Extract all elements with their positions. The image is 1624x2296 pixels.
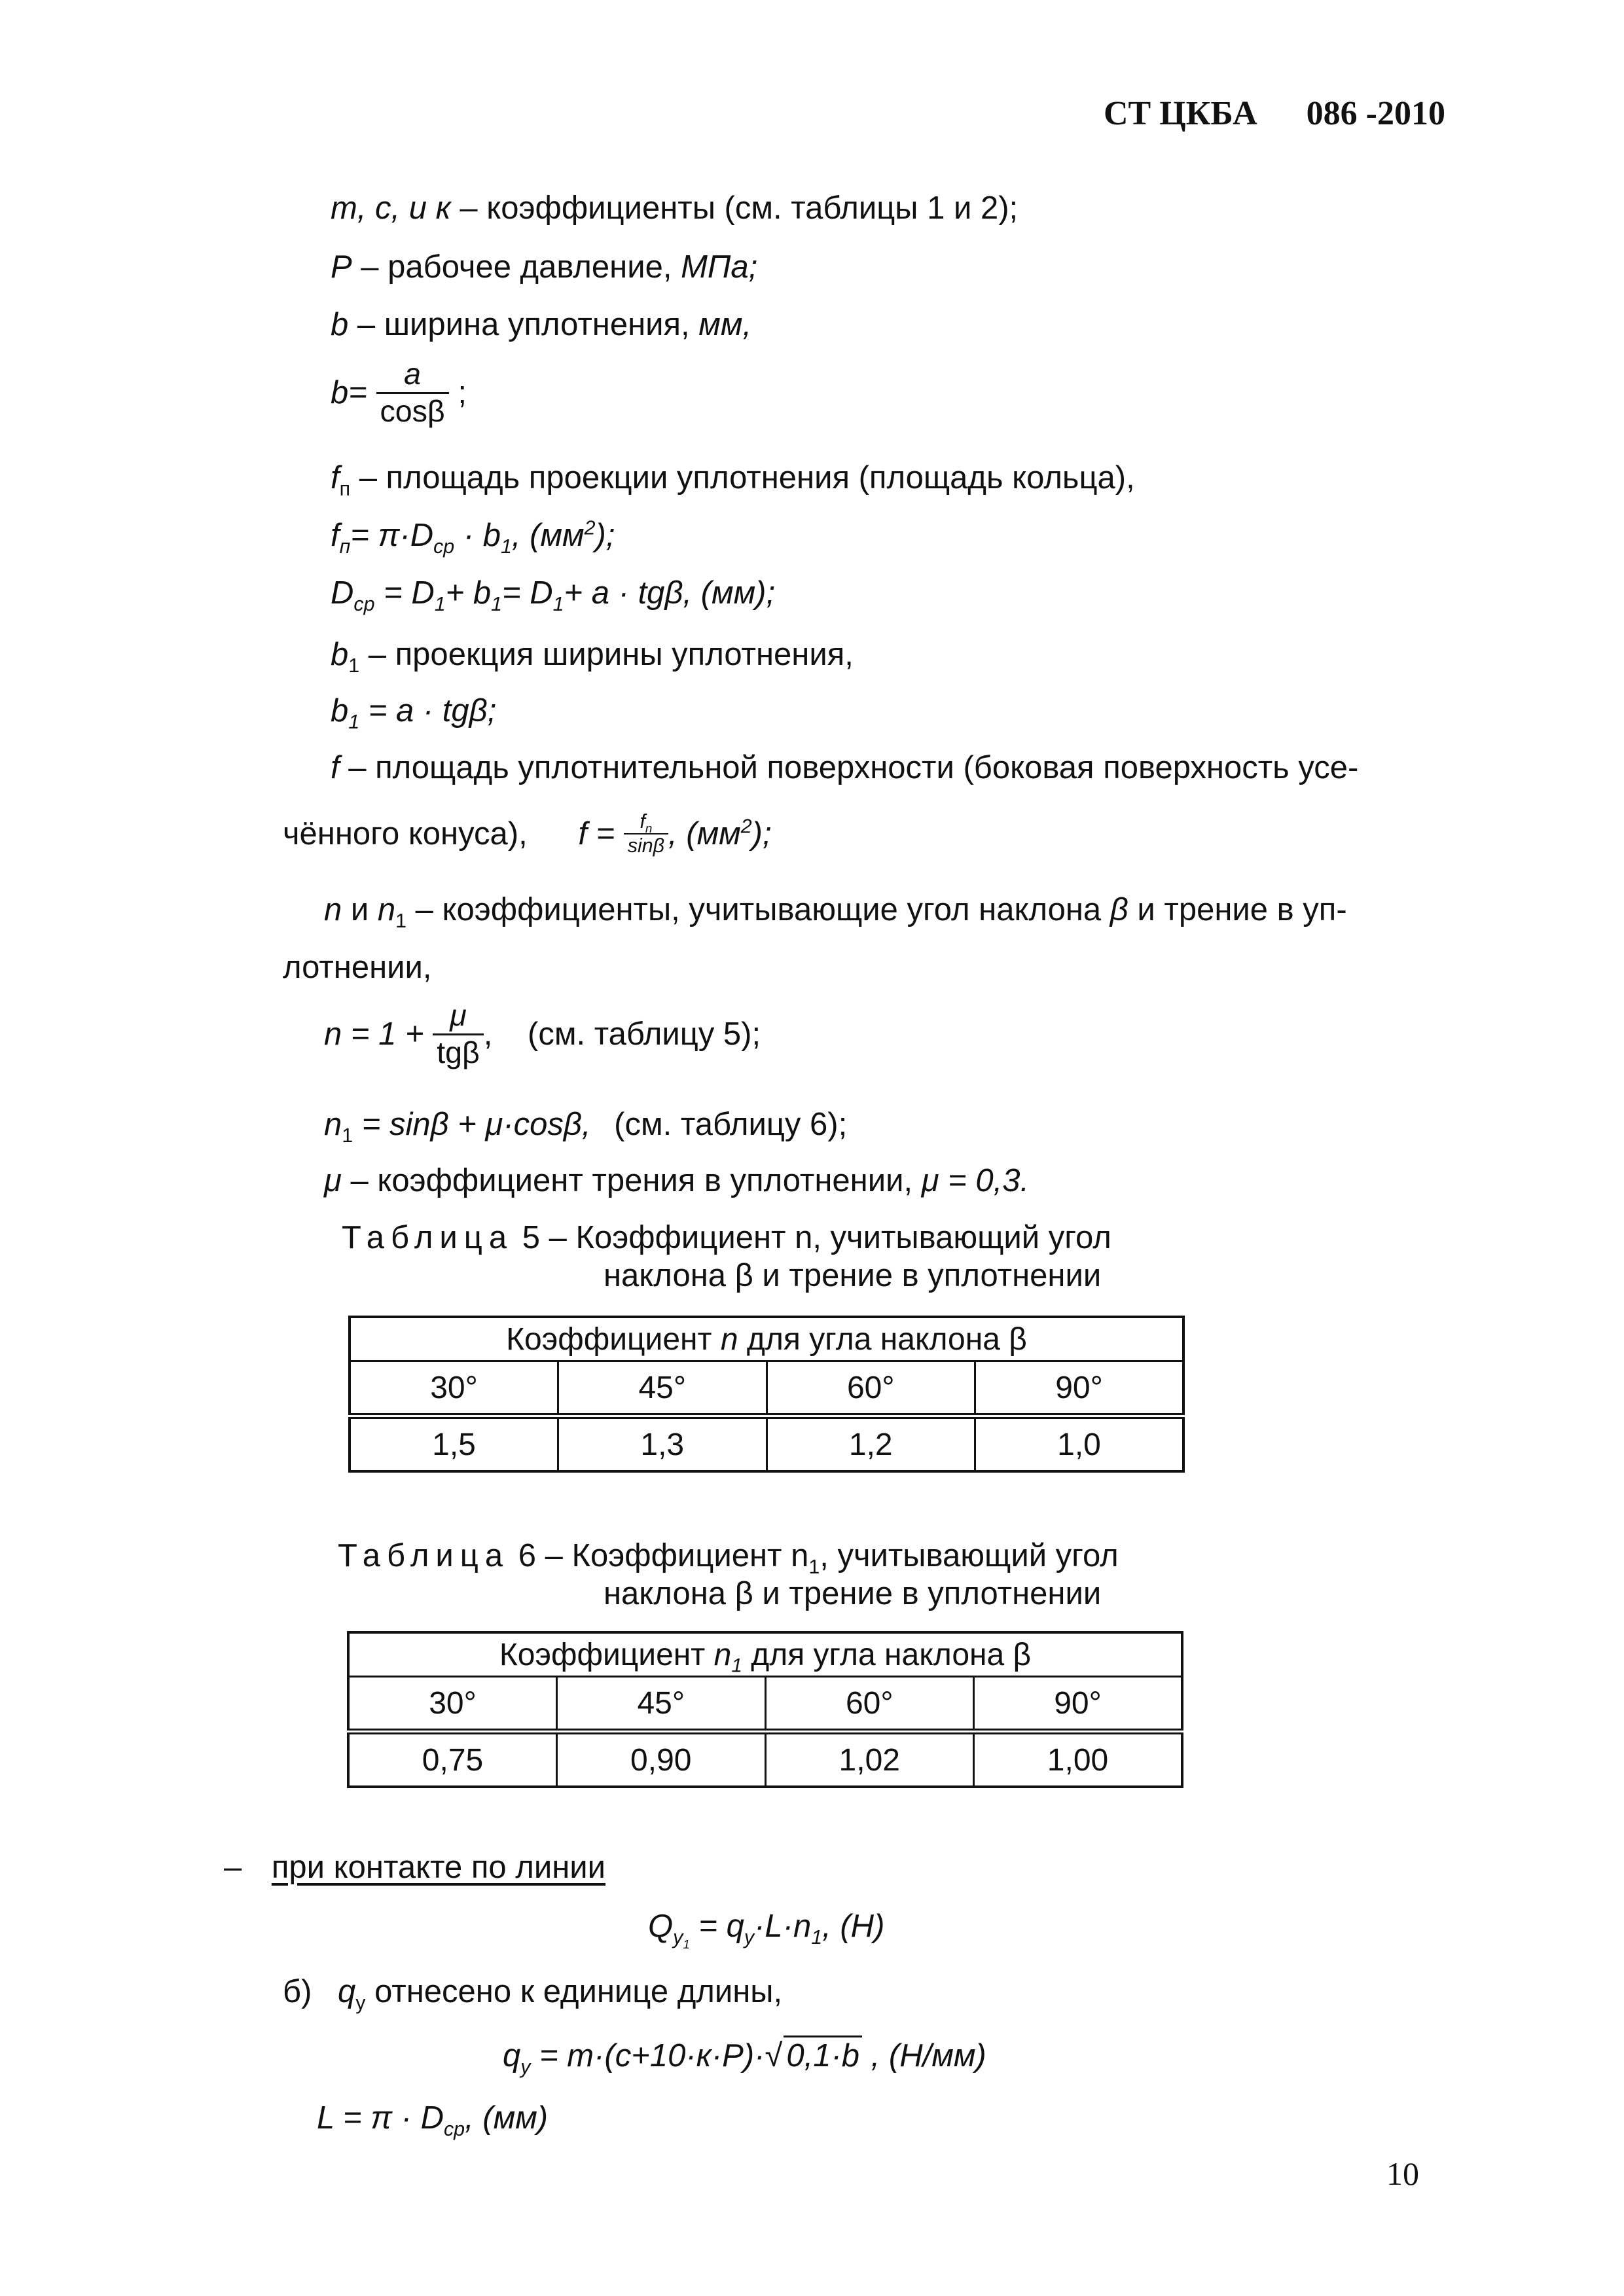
line-unit-length: б) $q_y$ отнесено к единице длины, xyxy=(283,1974,783,2014)
line-projection-area: $f_п$ – площадь проекции уплотнения (площадь кольца), xyxy=(331,460,1135,500)
line-seal-surface: f – площадь уплотнительной поверхности (боковая поверхность усе- xyxy=(331,750,1359,785)
formula-L: $L = \pi \cdot D_{ср}$, (мм) xyxy=(317,2100,549,2140)
table-cell: 45° xyxy=(558,1361,767,1416)
table-cell: 60° xyxy=(765,1677,974,1732)
formula-n: n = 1 + $\frac{\mu}{\text{tgβ}}$ , (см. таблицу 5); xyxy=(324,998,761,1069)
table-cell: 0,75 xyxy=(348,1732,557,1787)
fraction-mu-over-tg: $\frac{\mu}{\text{tgβ}}$ xyxy=(433,998,484,1070)
page-number: 10 xyxy=(1386,2155,1419,2192)
formula-qy: $q_y = m\cdot(c+10\cdot к\cdot P)\cdot√$ 0,1·b , (Н/мм) xyxy=(503,2036,986,2074)
table-cell: 1,2 xyxy=(767,1416,975,1472)
fraction-a-over-cos: $\frac{a}{\cos\beta}$ xyxy=(376,357,449,429)
doc-number: 086 -2010 xyxy=(1306,95,1445,132)
table5 xyxy=(348,1316,1185,1473)
sqrt-term: 0,1·b xyxy=(784,2036,862,2074)
line-pressure: P – рабочее давление, МПа; xyxy=(331,249,758,285)
table-cell: 60° xyxy=(767,1361,975,1416)
line-contact-heading: – при контакте по линии xyxy=(224,1850,606,1885)
formula-dcp: $D_{ср} = D_1+ b_1= D_1+ a \cdot tg\beta$, (мм); xyxy=(331,575,776,615)
document-header xyxy=(1104,94,1445,133)
table-cell: 0,90 xyxy=(557,1732,766,1787)
formula-b: b= $\frac{a}{\cos\beta}$ ; xyxy=(331,357,467,428)
table-cell: 90° xyxy=(975,1361,1184,1416)
formula-fp: $f_п= \pi\cdot D_{ср} \cdot b_1$, $(мм^2)$; xyxy=(331,516,615,558)
doc-code: СТ ЦКБА xyxy=(1104,95,1257,132)
line-seal-width: b – ширина уплотнения, мм, xyxy=(331,307,752,342)
line-in-seal: лотнении, xyxy=(283,950,432,985)
table-cell: 1,0 xyxy=(975,1416,1184,1472)
table-cell: 30° xyxy=(348,1677,557,1732)
table-cell: 1,5 xyxy=(350,1416,558,1472)
table6-caption: Таблица 6 – Коэффициент $n_1$, учитывающий угол наклона β и трение в уплотнении xyxy=(338,1538,1119,1611)
table-cell: 45° xyxy=(557,1677,766,1732)
fraction-fn-over-sin: $\frac{f_n}{\sin\beta}$ xyxy=(624,810,668,857)
table-cell: 90° xyxy=(974,1677,1183,1732)
table-cell: 1,3 xyxy=(558,1416,767,1472)
table6 xyxy=(347,1631,1183,1788)
table5-header: Коэффициент n для угла наклона β xyxy=(350,1317,1183,1361)
table-cell: 1,00 xyxy=(974,1732,1183,1787)
line-coefficients: m, c, и к – коэффициенты (см. таблицы 1 и 2); xyxy=(331,190,1019,226)
line-n-coefficients: n и $n_1$ – коэффициенты, учитывающие угол наклона β и трение в уп- xyxy=(324,892,1347,932)
table5-caption: Таблица 5 – Коэффициент n, учитывающий угол наклона β и трение в уплотнении xyxy=(342,1220,1111,1293)
line-b1-def: $b_1$ – проекция ширины уплотнения, xyxy=(331,637,854,677)
table-cell: 30° xyxy=(350,1361,558,1416)
line-truncated-cone: чённого конуса), f = $\frac{f_n}{\sin\beta}$ , $(мм^2)$; xyxy=(283,810,772,857)
line-friction: μ – коэффициент трения в уплотнении, μ = 0,3. xyxy=(324,1163,1030,1198)
formula-b1: $b_1 = a \cdot tg\beta$; xyxy=(331,693,497,733)
table-cell: 1,02 xyxy=(765,1732,974,1787)
formula-q-line: $Q_{y_1} = q_y\cdot L\cdot n_1$, (H) xyxy=(648,1909,885,1951)
table6-header: Коэффициент $n_1$ для угла наклона β xyxy=(348,1632,1182,1677)
formula-n1: $n_1 = \sin\beta + \mu\cdot\cos\beta$, (см. таблицу 6); xyxy=(324,1107,848,1147)
